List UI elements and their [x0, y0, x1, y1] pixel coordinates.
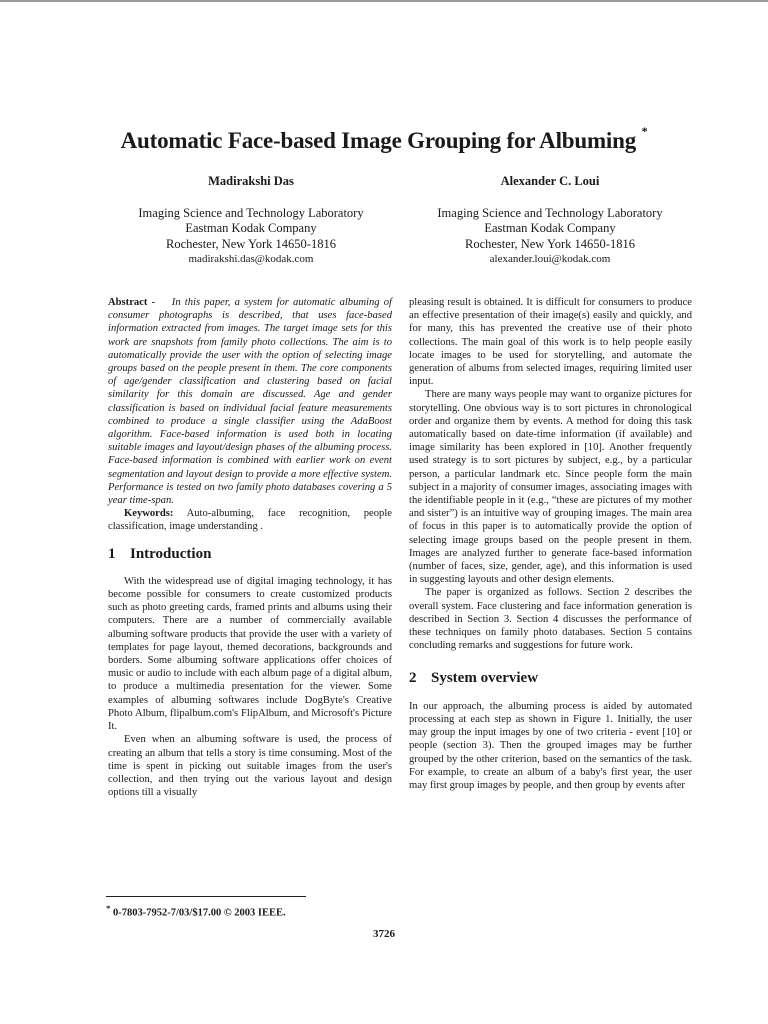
- section-heading-system-overview: [409, 672, 692, 685]
- intro-paragraph-1: With the widespread use of digital imaging technology, it has become possible for consumers to create customized products such as photo greeting cards, framed prints and albums using their computers. There are a number of commercially available albuming software products that provide the user with a variety of templates for page layout, themed decorations, backgrounds and borders. Some albuming software applications offer choices of music or audio to include with each album page of a digital album, to produce a multimedia presentation for the viewer. Some examples of albuming softwares include DogByte's Creative Photo Album, flipalbum.com's FlipAlbum, and Microsoft's Picture It.: [108, 575, 392, 733]
- footnote-text: 0-7803-7952-7/03/$17.00 © 2003 IEEE.: [113, 907, 286, 919]
- right-paragraph-3: The paper is organized as follows. Section 2 describes the overall system. Face clustering and face information generation is described in Section 3. Section 4 discusses the performance of these techniques on family photo databases. Section 5 contains concluding remarks and suggestions for future work.: [409, 587, 692, 652]
- author-email: alexander.loui@kodak.com: [489, 253, 611, 265]
- author-company: Eastman Kodak Company: [185, 221, 317, 235]
- section-title: System overview: [431, 670, 539, 687]
- paper-title: [0, 124, 768, 154]
- author-email: madirakshi.das@kodak.com: [188, 253, 314, 265]
- author-city: Rochester, New York 14650-1816: [166, 236, 336, 251]
- section-heading-introduction: [108, 545, 392, 562]
- title-footnote-mark: *: [641, 124, 648, 139]
- keywords-text: Auto-albuming, face recognition, people classification, image understanding .: [108, 508, 392, 533]
- section-title: Introduction: [130, 545, 212, 562]
- section-number: 2: [409, 670, 417, 687]
- top-border-line: [0, 0, 768, 2]
- footnote-mark: *: [106, 903, 111, 913]
- intro-paragraph-2: Even when an albuming software is used, the process of creating an album that tells a story is time consuming. Most of the time is spent in picking out suitable images from the user's collection, and then trying out the various layout and design options till a visually: [108, 734, 392, 799]
- author-block-2: [400, 174, 700, 268]
- author-city: Rochester, New York 14650-1816: [465, 236, 635, 251]
- keywords-label: Keywords:: [124, 508, 174, 520]
- system-overview-paragraph: In our approach, the albuming process is aided by automated processing at each step as shown in Figure 1. Initially, the user may group the input images by one of two criteria - event [10] or people (section 3). Then the grouped images may be further grouped by the other criterion, based on the semantics of the task. For example, to create an album of a baby's first year, the user may first group images by people, and then group by events after: [409, 700, 692, 791]
- page-number: 3726: [373, 928, 395, 940]
- author-lab: Imaging Science and Technology Laboratory: [138, 205, 364, 220]
- abstract-text: In this paper, a system for automatic albuming of consumer photographs is described, that uses face-based information extracted from images. The target image sets for this work are snapshots from family photo collections. The aim is to automatically provide the user with the option of selecting image groups based on the people present in them. The core components of age/gender classification and clustering based on facial similarity for this domain are discussed. Age and gender classification is based on individual facial feature measurements combined to produce a single classifier using the AdaBoost algorithm. Face-based information is used both in locating suitable images and layout/design phases of the albuming process. Face-based information is combined with earlier work on event segmentation and layout design to provide a more effective system. Performance is tested on two family photo databases covering a 5 year time-span.: [108, 297, 392, 507]
- right-paragraph-2: There are many ways people may want to organize pictures for storytelling. One obvious way is to sort pictures in chronological order and organize them by events. A method for doing this task automatically based on date-time information (if available) and image similarity has been explored in [10]. Another frequently used strategy is to sort pictures by subject, e.g., by a particular person, a particular landmark etc. Since people form the main subject in a majority of consumer images, associating images with the identifiable people in it (e.g., “these are pictures of my mother and sister”) is an intuitive way of grouping images. The main area of focus in this paper is to automatically provide the option of selecting image groups based on the people present in them. Images are analyzed further to generate face-based information (number of faces, size, gender, age), and this information is used in suggesting layouts and other design elements.: [409, 389, 692, 586]
- author-name: Alexander C. Loui: [500, 174, 600, 188]
- footnote: [106, 903, 286, 919]
- right-column: [409, 296, 692, 792]
- author-company: Eastman Kodak Company: [484, 221, 616, 235]
- left-column: [108, 296, 392, 799]
- abstract: [108, 296, 392, 507]
- keywords: [108, 507, 392, 533]
- section-number: 1: [108, 545, 116, 562]
- title-text: Automatic Face-based Image Grouping for Albuming: [120, 128, 636, 153]
- author-block-1: [100, 174, 402, 268]
- right-paragraph-1: pleasing result is obtained. It is difficult for consumers to produce an effective presentation of their image(s) easily and quickly, and for many, this has prevented the creative use of their photo collections. The main goal of this work is to help people easily locate images to be used for storytelling, and automate the generation of albums from selected images, requiring limited user input.: [409, 297, 692, 388]
- author-lab: Imaging Science and Technology Laboratory: [437, 205, 663, 220]
- author-name: Madirakshi Das: [208, 174, 294, 188]
- footnote-rule: [106, 896, 306, 897]
- abstract-label: Abstract -: [108, 297, 156, 308]
